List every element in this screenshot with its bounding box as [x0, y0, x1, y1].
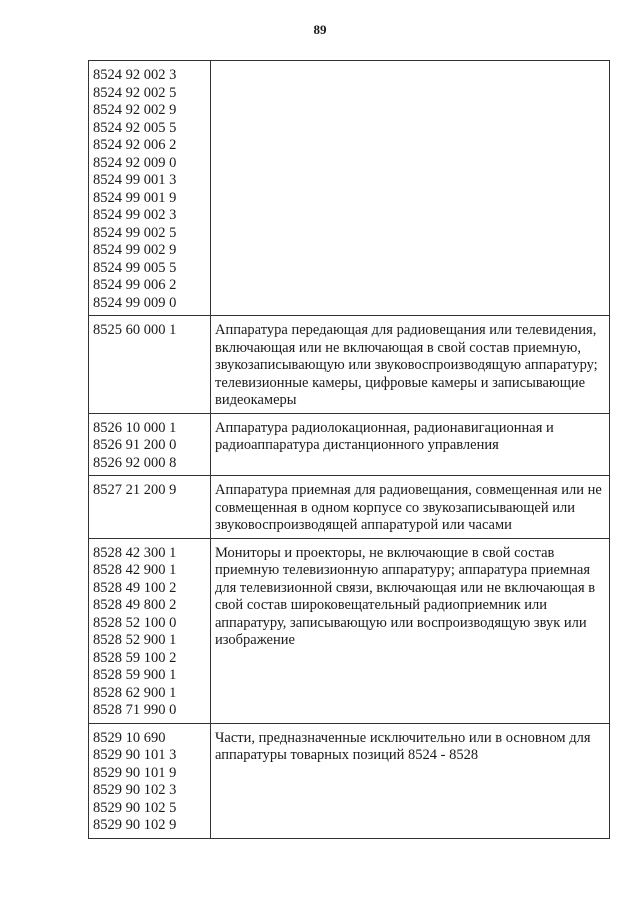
tnved-code: 8528 52 900 1: [93, 632, 177, 648]
table-row: [89, 723, 610, 838]
tnved-code: 8524 99 006 2: [93, 277, 177, 293]
description-cell: Части, предназначенные исключительно или в основном для аппаратуры товарных позиций 8524 - 8528: [211, 723, 610, 838]
tnved-code: 8524 99 005 5: [93, 259, 177, 276]
tnved-code: 8526 92 000 8: [93, 454, 177, 471]
description-cell: Аппаратура радиолокационная, радионавигационная и радиоаппаратура дистанционного управления: [211, 413, 610, 476]
tnved-code: 8525 60 000 1: [93, 322, 177, 338]
tnved-codes-table: [88, 60, 610, 839]
tnved-code: 8524 92 002 3: [93, 67, 177, 83]
tnved-code: 8524 92 005 5: [93, 119, 177, 136]
tnved-code: 8526 91 200 0: [93, 437, 177, 453]
code-cell: [89, 413, 211, 476]
tnved-code: 8524 99 002 9: [93, 242, 177, 258]
tnved-code: 8524 99 009 0: [93, 294, 177, 311]
tnved-code: 8528 62 900 1: [93, 684, 177, 701]
code-cell: [89, 723, 211, 838]
tnved-code: 8524 99 001 3: [93, 172, 177, 188]
description-cell: Аппаратура приемная для радиовещания, совмещенная или не совмещенная в одном корпусе со звукозаписывающей или звуковоспроизводящей аппаратурой или часами: [211, 476, 610, 539]
tnved-code: 8528 52 100 0: [93, 614, 177, 631]
tnved-code: 8526 10 000 1: [93, 419, 177, 436]
tnved-code: 8528 49 800 2: [93, 597, 177, 613]
tnved-code: 8528 42 900 1: [93, 562, 177, 578]
tnved-code: 8529 10 690: [93, 729, 166, 746]
tnved-code: 8524 92 002 5: [93, 84, 177, 101]
table-row: [89, 413, 610, 476]
tnved-code: 8524 99 002 5: [93, 224, 177, 241]
tnved-code: 8528 71 990 0: [93, 702, 177, 718]
code-cell: [89, 476, 211, 539]
page-number: 89: [313, 22, 327, 37]
tnved-code: 8528 42 300 1: [93, 544, 177, 561]
table-row: [89, 538, 610, 723]
code-cell: [89, 538, 211, 723]
tnved-code: 8528 59 900 1: [93, 667, 177, 683]
description-cell: Аппаратура передающая для радиовещания или телевидения, включающая или не включающая в свой состав приемную, звукозаписывающую или звуковоспроизводящую аппаратуру; телевизионные камеры, цифровые камеры и записывающие видеокамеры: [211, 316, 610, 414]
tnved-code: 8524 92 002 9: [93, 102, 177, 118]
tnved-code: 8524 92 009 0: [93, 154, 177, 171]
tnved-code: 8524 99 002 3: [93, 207, 177, 223]
code-cell: [89, 316, 211, 414]
tnved-code: 8529 90 102 5: [93, 799, 177, 816]
description-cell: [211, 61, 610, 316]
tnved-code: 8529 90 102 3: [93, 782, 177, 798]
description-cell: Мониторы и проекторы, не включающие в свой состав приемную телевизионную аппаратуру; аппаратура приемная для телевизионной связи, включающая или не включающая в свой состав широковещательный радиоприемник или аппаратуру, записывающую или воспроизводящую звук или изображение: [211, 538, 610, 723]
code-cell: [89, 61, 211, 316]
tnved-code: 8528 49 100 2: [93, 579, 177, 596]
table-row: [89, 61, 610, 316]
tnved-code: 8529 90 102 9: [93, 817, 177, 833]
tnved-code: 8524 92 006 2: [93, 137, 177, 153]
table-row: [89, 316, 610, 414]
table-body: [89, 61, 610, 839]
tnved-code: 8528 59 100 2: [93, 649, 177, 666]
tnved-code: 8529 90 101 9: [93, 764, 177, 781]
tnved-code: 8524 99 001 9: [93, 189, 177, 206]
tnved-code: 8527 21 200 9: [93, 482, 177, 498]
table-row: [89, 476, 610, 539]
tnved-code: 8529 90 101 3: [93, 747, 177, 763]
